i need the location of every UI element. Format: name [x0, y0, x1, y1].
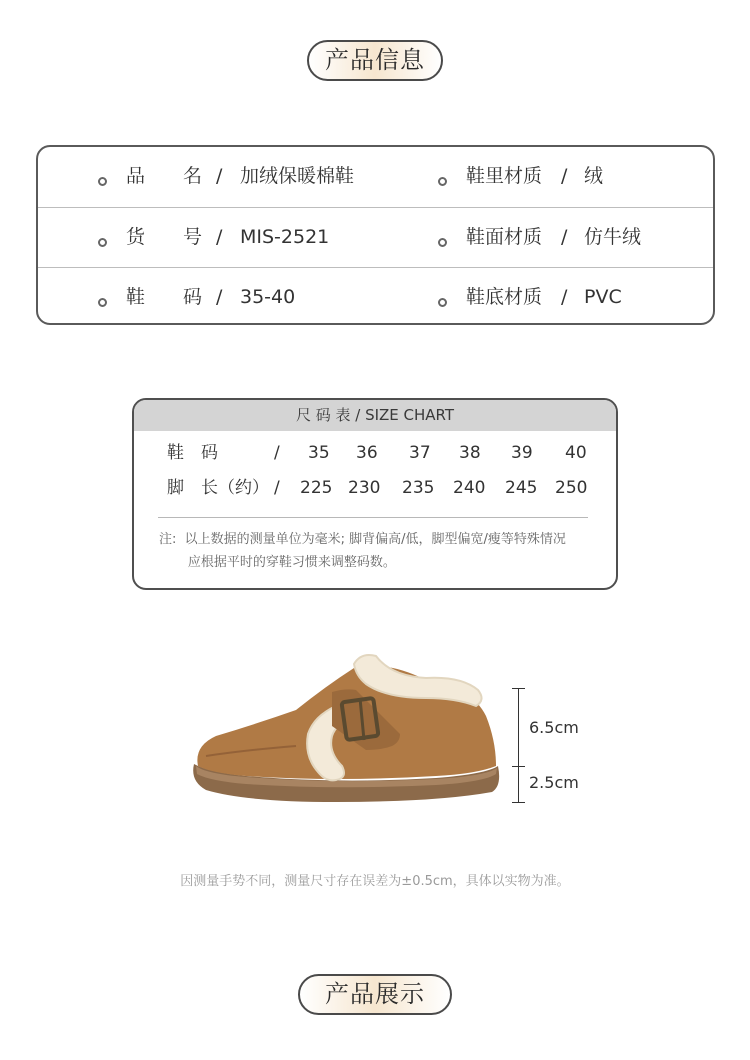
size-chart-divider	[158, 517, 588, 518]
info-value: 35-40	[240, 286, 296, 308]
size-row-label: 脚 长（约）	[167, 478, 269, 498]
info-separator: /	[216, 286, 223, 308]
info-label: 鞋里材质	[466, 165, 543, 187]
size-cell: 235	[402, 478, 435, 498]
size-cell: 35	[308, 443, 330, 463]
info-separator: /	[561, 165, 568, 187]
product-info-table	[36, 145, 715, 325]
info-label: 品 名	[126, 165, 203, 187]
bullet-icon	[98, 298, 107, 307]
measurement-disclaimer: 因测量手势不同，测量尺寸存在误差为±0.5cm，具体以实物为准。	[180, 874, 570, 889]
bullet-icon	[98, 177, 107, 186]
dimension-tick	[512, 802, 525, 803]
info-separator: /	[561, 226, 568, 248]
dimension-tick	[512, 688, 525, 689]
size-row-shoe-size	[134, 438, 616, 468]
size-cell: 250	[555, 478, 588, 498]
info-separator: /	[216, 165, 223, 187]
info-value: 绒	[584, 165, 604, 187]
size-cell: 38	[459, 443, 481, 463]
bullet-icon	[98, 238, 107, 247]
height-dimension-line	[518, 688, 519, 803]
info-value: PVC	[584, 286, 622, 308]
size-chart-title: 尺 码 表 / SIZE CHART	[134, 400, 616, 431]
size-cell: 39	[511, 443, 533, 463]
info-label: 鞋面材质	[466, 226, 543, 248]
upper-height-label: 6.5cm	[529, 718, 579, 737]
info-value: 加绒保暖棉鞋	[240, 165, 355, 187]
info-separator: /	[216, 226, 223, 248]
info-separator: /	[561, 286, 568, 308]
size-cell: 36	[356, 443, 378, 463]
size-cell: 245	[505, 478, 538, 498]
size-row-slash: /	[274, 478, 280, 498]
size-cell: 225	[300, 478, 333, 498]
bullet-icon	[438, 298, 447, 307]
size-cell: 230	[348, 478, 381, 498]
info-label: 鞋 码	[126, 286, 203, 308]
size-row-label: 鞋 码	[167, 443, 218, 463]
size-cell: 40	[565, 443, 587, 463]
size-chart-note	[159, 528, 566, 574]
info-row	[38, 267, 713, 326]
size-cell: 240	[453, 478, 486, 498]
info-row	[38, 207, 713, 266]
shoe-image	[186, 646, 506, 816]
bullet-icon	[438, 238, 447, 247]
bullet-icon	[438, 177, 447, 186]
info-row	[38, 147, 713, 206]
sole-height-label: 2.5cm	[529, 773, 579, 792]
info-value: 仿牛绒	[584, 226, 642, 248]
size-row-foot-length	[134, 473, 616, 503]
size-row-slash: /	[274, 443, 280, 463]
section-heading-product-info: 产品信息	[307, 40, 443, 81]
size-chart	[132, 398, 618, 590]
note-line: 应根据平时的穿鞋习惯来调整码数。	[159, 555, 396, 570]
section-heading-product-display: 产品展示	[298, 974, 452, 1015]
info-label: 货 号	[126, 226, 203, 248]
info-label: 鞋底材质	[466, 286, 543, 308]
info-value: MIS-2521	[240, 226, 330, 248]
note-line: 注: 以上数据的测量单位为毫米; 脚背偏高/低，脚型偏宽/瘦等特殊情况	[159, 532, 566, 547]
dimension-tick	[512, 766, 525, 767]
size-cell: 37	[409, 443, 431, 463]
